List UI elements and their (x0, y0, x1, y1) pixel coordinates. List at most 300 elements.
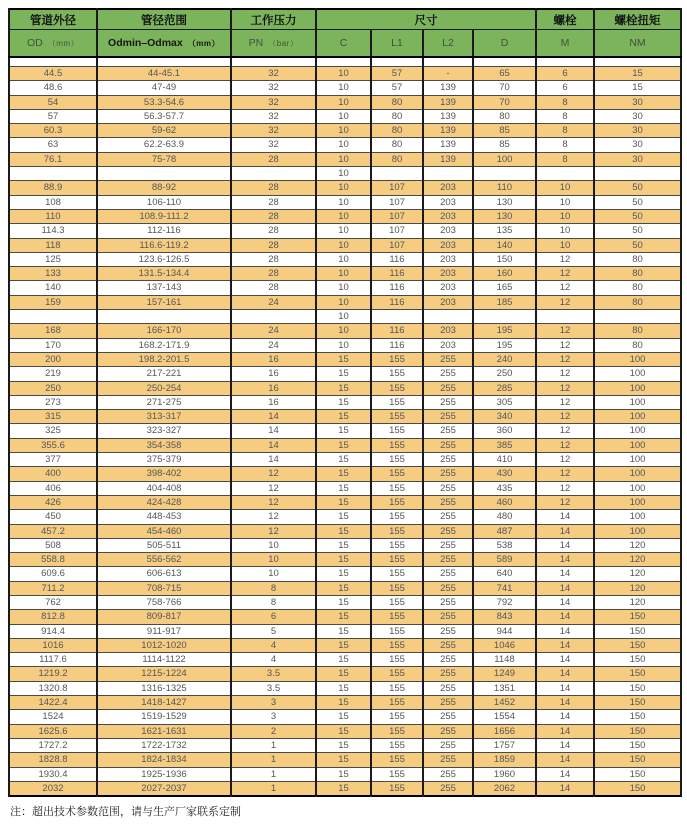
cell-l2: 255 (423, 581, 473, 595)
header-group-row (9, 9, 681, 30)
cell-nm: 30 (594, 95, 681, 109)
cell-m: 14 (536, 567, 594, 581)
cell-odrange: 1012-1020 (97, 638, 231, 652)
cell-pn (231, 310, 316, 324)
cell-c: 10 (316, 167, 371, 181)
cell-m: 12 (536, 410, 594, 424)
cell-d: 130 (473, 209, 536, 223)
cell-od: 1930.4 (9, 767, 97, 781)
cell-od: 450 (9, 510, 97, 524)
table-row (9, 410, 681, 424)
cell-l2: 203 (423, 295, 473, 309)
table-row (9, 467, 681, 481)
cell-pn: 28 (231, 195, 316, 209)
cell-od: 426 (9, 495, 97, 509)
header-group-bolt-torque: 螺栓扭矩 (594, 9, 681, 30)
cell-l1 (371, 57, 423, 67)
cell-odrange: 123.6-126.5 (97, 252, 231, 266)
cell-l1: 107 (371, 181, 423, 195)
cell-odrange: 758-766 (97, 595, 231, 609)
cell-od: 609.6 (9, 567, 97, 581)
cell-odrange (97, 57, 231, 67)
cell-pn: 28 (231, 238, 316, 252)
cell-l1: 80 (371, 95, 423, 109)
cell-c: 15 (316, 667, 371, 681)
cell-c: 15 (316, 581, 371, 595)
cell-d (473, 310, 536, 324)
cell-l1: 155 (371, 524, 423, 538)
cell-d: 410 (473, 453, 536, 467)
cell-d: 460 (473, 495, 536, 509)
table-row (9, 238, 681, 252)
table-row (9, 395, 681, 409)
cell-od: 125 (9, 252, 97, 266)
table-row (9, 352, 681, 366)
cell-odrange: 313-317 (97, 410, 231, 424)
cell-odrange: 809-817 (97, 610, 231, 624)
cell-od: 159 (9, 295, 97, 309)
cell-l2: 255 (423, 753, 473, 767)
cell-l1: 155 (371, 738, 423, 752)
cell-m: 14 (536, 510, 594, 524)
cell-od: 88.9 (9, 181, 97, 195)
cell-odrange (97, 310, 231, 324)
cell-m (536, 167, 594, 181)
cell-c: 10 (316, 324, 371, 338)
cell-nm: 30 (594, 138, 681, 152)
cell-od: 60.3 (9, 124, 97, 138)
cell-pn: 3.5 (231, 667, 316, 681)
cell-l2: 255 (423, 696, 473, 710)
cell-m: 12 (536, 381, 594, 395)
cell-c: 15 (316, 738, 371, 752)
cell-l2: 255 (423, 638, 473, 652)
cell-od: 168 (9, 324, 97, 338)
cell-m (536, 310, 594, 324)
table-row (9, 124, 681, 138)
cell-pn: 32 (231, 138, 316, 152)
cell-c: 10 (316, 310, 371, 324)
cell-m: 14 (536, 524, 594, 538)
cell-od: 1117.6 (9, 653, 97, 667)
cell-nm: 150 (594, 724, 681, 738)
cell-od: 1625.6 (9, 724, 97, 738)
cell-pn: 32 (231, 95, 316, 109)
cell-nm: 100 (594, 424, 681, 438)
cell-d: 792 (473, 595, 536, 609)
cell-d: 741 (473, 581, 536, 595)
cell-l1: 155 (371, 410, 423, 424)
cell-nm: 150 (594, 624, 681, 638)
cell-c: 15 (316, 352, 371, 366)
cell-pn: 10 (231, 567, 316, 581)
header-col-m: M (536, 30, 594, 58)
cell-odrange: 1621-1631 (97, 724, 231, 738)
cell-l2: 139 (423, 109, 473, 123)
header-col-od (9, 30, 97, 58)
cell-c: 10 (316, 252, 371, 266)
cell-c: 15 (316, 681, 371, 695)
cell-nm: 120 (594, 595, 681, 609)
cell-nm: 150 (594, 610, 681, 624)
cell-pn (231, 57, 316, 67)
cell-c: 15 (316, 610, 371, 624)
cell-od: 762 (9, 595, 97, 609)
cell-m: 10 (536, 195, 594, 209)
cell-m: 14 (536, 595, 594, 609)
cell-l2: 203 (423, 338, 473, 352)
table-row (9, 710, 681, 724)
header-col-l2: L2 (423, 30, 473, 58)
cell-pn: 12 (231, 524, 316, 538)
cell-c: 10 (316, 238, 371, 252)
cell-l2: 255 (423, 538, 473, 552)
cell-l2: 255 (423, 624, 473, 638)
cell-d (473, 167, 536, 181)
cell-l1: 155 (371, 667, 423, 681)
cell-odrange: 166-170 (97, 324, 231, 338)
cell-nm: 100 (594, 481, 681, 495)
header-group-diameter-range: 管径范围 (97, 9, 231, 30)
cell-od: 1016 (9, 638, 97, 652)
cell-l2: 255 (423, 410, 473, 424)
cell-pn: 12 (231, 481, 316, 495)
header-group-dimensions: 尺寸 (316, 9, 536, 30)
cell-odrange: 375-379 (97, 453, 231, 467)
cell-m: 8 (536, 109, 594, 123)
cell-odrange: 47-49 (97, 81, 231, 95)
table-row (9, 753, 681, 767)
table-row (9, 738, 681, 752)
cell-m: 12 (536, 295, 594, 309)
cell-c: 15 (316, 753, 371, 767)
cell-m: 10 (536, 209, 594, 223)
cell-nm: 150 (594, 638, 681, 652)
cell-pn: 32 (231, 81, 316, 95)
cell-nm: 150 (594, 767, 681, 781)
cell-l2: 203 (423, 281, 473, 295)
cell-l2: 203 (423, 238, 473, 252)
cell-l2: 255 (423, 467, 473, 481)
cell-odrange: 271-275 (97, 395, 231, 409)
cell-m: 12 (536, 338, 594, 352)
cell-c: 15 (316, 624, 371, 638)
cell-m: 14 (536, 653, 594, 667)
cell-odrange: 217-221 (97, 367, 231, 381)
cell-l2: 255 (423, 510, 473, 524)
cell-l2 (423, 310, 473, 324)
cell-c: 15 (316, 638, 371, 652)
cell-d: 944 (473, 624, 536, 638)
cell-m: 14 (536, 710, 594, 724)
cell-nm: 80 (594, 295, 681, 309)
cell-nm: 100 (594, 410, 681, 424)
header-col-pn-unit: （bar） (268, 39, 299, 48)
cell-pn: 32 (231, 109, 316, 123)
cell-d: 80 (473, 109, 536, 123)
cell-l2: 139 (423, 95, 473, 109)
cell-c: 15 (316, 381, 371, 395)
cell-odrange: 2027-2037 (97, 781, 231, 796)
cell-pn: 3.5 (231, 681, 316, 695)
header-col-pn (231, 30, 316, 58)
cell-od (9, 310, 97, 324)
cell-l1: 116 (371, 324, 423, 338)
cell-pn: 32 (231, 67, 316, 81)
cell-d: 385 (473, 438, 536, 452)
cell-pn: 14 (231, 410, 316, 424)
cell-od: 2032 (9, 781, 97, 796)
cell-nm: 150 (594, 653, 681, 667)
cell-d: 285 (473, 381, 536, 395)
pipe-coupling-spec-table (8, 8, 682, 797)
cell-l1: 155 (371, 681, 423, 695)
cell-odrange: 505-511 (97, 538, 231, 552)
cell-pn: 3 (231, 710, 316, 724)
cell-d: 85 (473, 138, 536, 152)
cell-l1: 155 (371, 781, 423, 796)
table-row (9, 310, 681, 324)
cell-d: 1859 (473, 753, 536, 767)
cell-odrange: 157-161 (97, 295, 231, 309)
cell-c: 15 (316, 467, 371, 481)
cell-c: 10 (316, 95, 371, 109)
cell-d: 195 (473, 338, 536, 352)
cell-pn: 8 (231, 595, 316, 609)
cell-od: 57 (9, 109, 97, 123)
cell-l2: 255 (423, 653, 473, 667)
cell-od: 1727.2 (9, 738, 97, 752)
cell-nm: 120 (594, 538, 681, 552)
cell-nm: 100 (594, 495, 681, 509)
table-row (9, 138, 681, 152)
cell-c (316, 57, 371, 67)
cell-nm: 100 (594, 395, 681, 409)
table-row (9, 553, 681, 567)
cell-m: 14 (536, 638, 594, 652)
cell-l1: 155 (371, 567, 423, 581)
cell-od: 133 (9, 267, 97, 281)
cell-pn: 12 (231, 510, 316, 524)
cell-d: 160 (473, 267, 536, 281)
cell-l1: 155 (371, 424, 423, 438)
cell-m: 12 (536, 252, 594, 266)
cell-l1: 155 (371, 624, 423, 638)
header-group-pipe-od: 管道外径 (9, 9, 97, 30)
cell-d: 640 (473, 567, 536, 581)
cell-c: 10 (316, 181, 371, 195)
cell-od: 711.2 (9, 581, 97, 595)
cell-od: 219 (9, 367, 97, 381)
cell-l2: 255 (423, 438, 473, 452)
cell-l1: 155 (371, 581, 423, 595)
cell-c: 15 (316, 538, 371, 552)
cell-m: 14 (536, 581, 594, 595)
cell-odrange: 1316-1325 (97, 681, 231, 695)
cell-l1: 155 (371, 495, 423, 509)
cell-l1: 155 (371, 595, 423, 609)
cell-m: 12 (536, 324, 594, 338)
cell-nm: 50 (594, 195, 681, 209)
cell-l2: 255 (423, 610, 473, 624)
cell-d: 150 (473, 252, 536, 266)
cell-c: 15 (316, 453, 371, 467)
cell-od: 110 (9, 209, 97, 223)
cell-pn: 4 (231, 638, 316, 652)
cell-pn: 28 (231, 267, 316, 281)
cell-m: 8 (536, 124, 594, 138)
cell-nm: 120 (594, 581, 681, 595)
cell-odrange: 56.3-57.7 (97, 109, 231, 123)
cell-d: 65 (473, 67, 536, 81)
cell-c: 15 (316, 495, 371, 509)
cell-pn: 10 (231, 538, 316, 552)
header-sub-row (9, 30, 681, 58)
cell-nm: 150 (594, 667, 681, 681)
table-row (9, 581, 681, 595)
cell-nm: 100 (594, 524, 681, 538)
cell-m: 14 (536, 538, 594, 552)
cell-l1: 155 (371, 753, 423, 767)
cell-c: 15 (316, 438, 371, 452)
cell-c: 15 (316, 653, 371, 667)
cell-l1: 155 (371, 438, 423, 452)
cell-odrange: 44-45.1 (97, 67, 231, 81)
cell-od: 377 (9, 453, 97, 467)
cell-d: 140 (473, 238, 536, 252)
cell-odrange: 911-917 (97, 624, 231, 638)
cell-c: 10 (316, 152, 371, 166)
table-row (9, 252, 681, 266)
cell-l1: 155 (371, 453, 423, 467)
cell-l1: 116 (371, 281, 423, 295)
cell-l2: 255 (423, 495, 473, 509)
table-row (9, 195, 681, 209)
cell-pn: 14 (231, 424, 316, 438)
cell-l2: 203 (423, 224, 473, 238)
cell-c: 15 (316, 767, 371, 781)
cell-m: 14 (536, 553, 594, 567)
cell-l2: 255 (423, 681, 473, 695)
cell-m: 12 (536, 438, 594, 452)
cell-c: 15 (316, 567, 371, 581)
cell-l1: 155 (371, 610, 423, 624)
cell-pn: 2 (231, 724, 316, 738)
cell-nm: 150 (594, 738, 681, 752)
header-col-odrange-unit: （mm） (187, 39, 220, 48)
table-row (9, 209, 681, 223)
cell-pn: 24 (231, 338, 316, 352)
cell-od: 48.6 (9, 81, 97, 95)
cell-m (536, 57, 594, 67)
cell-pn: 28 (231, 252, 316, 266)
cell-d: 1554 (473, 710, 536, 724)
cell-nm (594, 310, 681, 324)
table-row (9, 453, 681, 467)
cell-od: 1422.4 (9, 696, 97, 710)
cell-l2: 255 (423, 710, 473, 724)
cell-odrange: 404-408 (97, 481, 231, 495)
cell-l1: 155 (371, 367, 423, 381)
cell-d: 480 (473, 510, 536, 524)
table-row (9, 181, 681, 195)
cell-l2: 255 (423, 667, 473, 681)
cell-od: 1524 (9, 710, 97, 724)
cell-d: 1452 (473, 696, 536, 710)
cell-odrange: 1824-1834 (97, 753, 231, 767)
cell-od: 1828.8 (9, 753, 97, 767)
cell-m: 14 (536, 624, 594, 638)
cell-nm (594, 57, 681, 67)
cell-nm: 15 (594, 81, 681, 95)
cell-c: 15 (316, 510, 371, 524)
cell-nm: 30 (594, 124, 681, 138)
cell-pn (231, 167, 316, 181)
cell-m: 14 (536, 681, 594, 695)
cell-od (9, 167, 97, 181)
table-header (9, 9, 681, 57)
cell-od: 54 (9, 95, 97, 109)
cell-od: 118 (9, 238, 97, 252)
cell-c: 15 (316, 553, 371, 567)
cell-odrange: 354-358 (97, 438, 231, 452)
cell-pn: 1 (231, 753, 316, 767)
cell-nm: 120 (594, 553, 681, 567)
cell-pn: 28 (231, 281, 316, 295)
cell-m: 6 (536, 81, 594, 95)
cell-l1: 107 (371, 238, 423, 252)
cell-d: 1351 (473, 681, 536, 695)
cell-nm: 80 (594, 267, 681, 281)
cell-m: 12 (536, 281, 594, 295)
table-row (9, 338, 681, 352)
cell-l2: 255 (423, 738, 473, 752)
cell-l1: 155 (371, 481, 423, 495)
cell-c: 10 (316, 81, 371, 95)
cell-l2: 139 (423, 81, 473, 95)
cell-l2: 139 (423, 138, 473, 152)
cell-pn: 32 (231, 124, 316, 138)
cell-nm: 100 (594, 352, 681, 366)
cell-l1: 155 (371, 381, 423, 395)
header-group-bolt: 螺栓 (536, 9, 594, 30)
cell-pn: 16 (231, 352, 316, 366)
cell-odrange: 1215-1224 (97, 667, 231, 681)
cell-odrange: 250-254 (97, 381, 231, 395)
table-row (9, 653, 681, 667)
cell-l2: 255 (423, 381, 473, 395)
cell-nm: 30 (594, 152, 681, 166)
cell-m: 12 (536, 367, 594, 381)
table-row (9, 267, 681, 281)
cell-d: 195 (473, 324, 536, 338)
cell-odrange: 116.6-119.2 (97, 238, 231, 252)
cell-nm: 80 (594, 338, 681, 352)
cell-nm: 50 (594, 209, 681, 223)
table-row (9, 595, 681, 609)
cell-d: 100 (473, 152, 536, 166)
cell-d: 135 (473, 224, 536, 238)
table-row (9, 667, 681, 681)
cell-l1 (371, 167, 423, 181)
spacer-row (9, 57, 681, 67)
cell-c: 15 (316, 367, 371, 381)
table-row (9, 67, 681, 81)
cell-m: 14 (536, 767, 594, 781)
cell-l1: 155 (371, 696, 423, 710)
cell-l2 (423, 57, 473, 67)
cell-m: 8 (536, 138, 594, 152)
